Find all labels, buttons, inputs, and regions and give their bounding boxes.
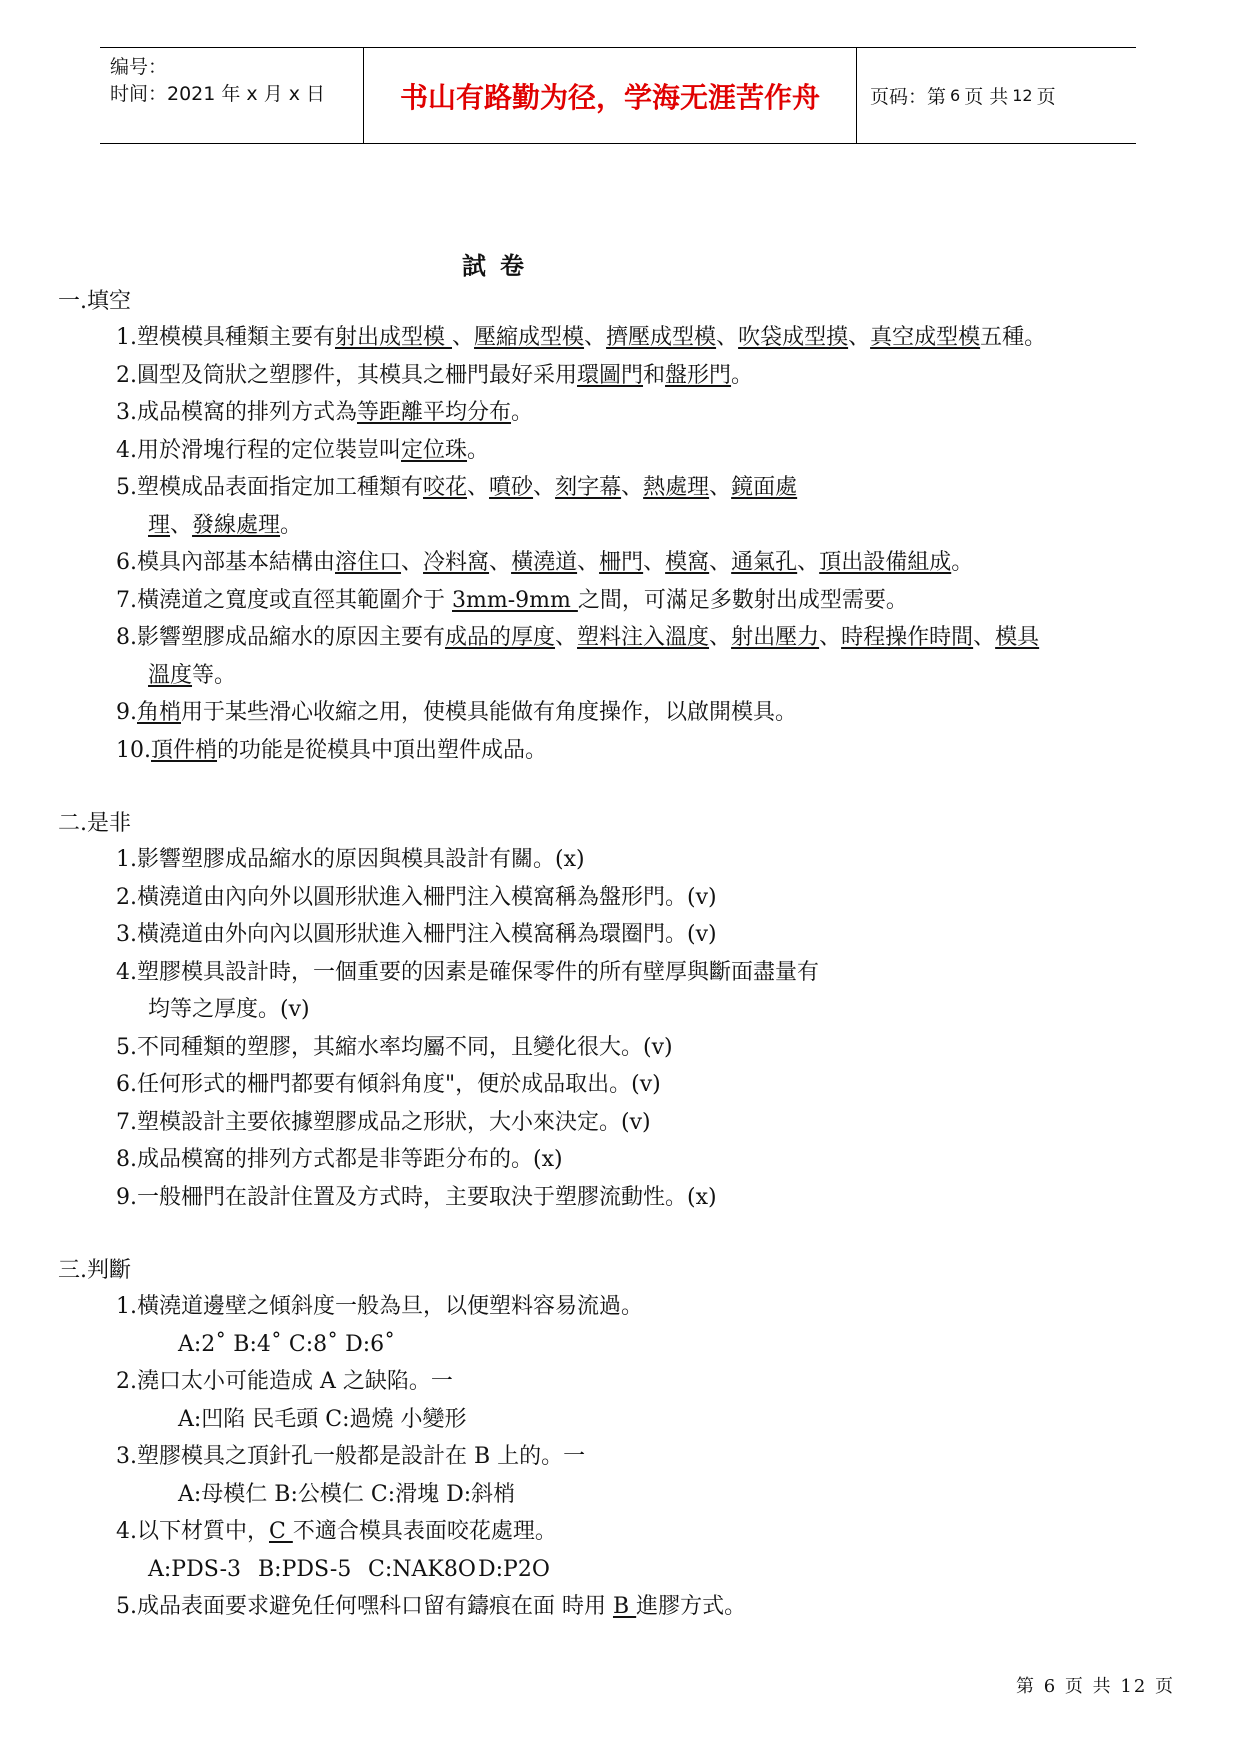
question-line: 2.圓型及筒狀之塑膠件，其模具之柵門最好采用環圖門和盤形門。 [116, 362, 754, 388]
page-footer: 第 6 页 共 12 页 [1016, 1676, 1175, 1697]
statement-line: 4.塑膠模具設計時，一個重要的因素是確保零件的所有壁厚與斷面盡量有 [116, 959, 819, 985]
page-current: 6 [950, 86, 961, 105]
page-total: 12 [1012, 86, 1033, 105]
page-prefix: 页码：第 [870, 86, 947, 108]
page-mid: 页 共 [964, 86, 1009, 108]
option-c: C:NAK8O [368, 1556, 476, 1582]
choice-options [58, 1551, 1178, 1589]
statement-line: 5.不同種類的塑膠，其縮水率均屬不同，且變化很大。(v) [116, 1034, 673, 1060]
choice-question: 3.塑膠模具之頂針孔一般都是設計在 B 上的。一 [116, 1444, 586, 1469]
exam-body [58, 285, 1178, 1626]
statement-line-continued: 均等之厚度。(v) [148, 997, 310, 1022]
header-motto: 书山有路勤为径，学海无涯苦作舟 [363, 48, 857, 143]
option-a: A:PDS-3 [148, 1556, 242, 1582]
statement-line: 8.成品模窩的排列方式都是非等距分布的。(x) [116, 1147, 563, 1172]
statement-line: 9.一般柵門在設計住置及方式時，主要取決于塑膠流動性。(x) [116, 1184, 717, 1210]
section-heading-fill: 一.填空 [58, 289, 131, 314]
choice-question: 4.以下材質中，C 不適合模具表面咬花處理。 [116, 1519, 557, 1544]
page-header [100, 47, 1136, 144]
option-b: B:PDS-5 [258, 1556, 352, 1582]
question-line: 1.塑模模具種類主要有射出成型模 、壓縮成型模、擠壓成型模、吹袋成型摸、真空成型模五種。 [116, 325, 1047, 350]
question-line: 4.用於滑塊行程的定位裝豈叫定位珠。 [116, 437, 490, 463]
question-line: 5.塑模成品表面指定加工種類有咬花、噴砂、刻字幕、熱處理、鏡面處 [116, 475, 798, 500]
section-heading-choice: 三.判斷 [58, 1258, 131, 1283]
choice-question: 2.澆口太小可能造成 A 之缺陷。一 [116, 1369, 453, 1394]
time-label: 时间：2021 年 x 月 x 日 [110, 83, 326, 105]
question-line-continued: 理、發線處理。 [148, 512, 303, 538]
page-suffix: 页 [1036, 86, 1056, 108]
choice-options: A:凹陷 民毛頭 C:過燒 小變形 [178, 1406, 467, 1432]
code-label: 编号： [110, 56, 168, 78]
header-meta [110, 54, 360, 108]
statement-line: 3.橫澆道由外向內以圓形狀進入柵門注入模窩稱為環圈門。(v) [116, 922, 717, 947]
option-d: D:P2O [478, 1556, 550, 1582]
question-line: 10.頂件梢的功能是從模具中頂出塑件成品。 [116, 737, 548, 763]
question-line: 7.橫澆道之寬度或直徑其範圍介于 3mm-9mm 之間，可滿足多數射出成型需要。 [116, 587, 908, 613]
question-line-continued: 溫度等。 [148, 662, 237, 688]
statement-line: 6.任何形式的柵門都要有傾斜角度"，便於成品取出。(v) [116, 1072, 661, 1097]
question-line: 9.角梢用于某些滑心收縮之用，使模具能做有角度操作，以啟開模具。 [116, 700, 798, 725]
question-line: 8.影響塑膠成品縮水的原因主要有成品的厚度、塑料注入溫度、射出壓力、時程操作時間、模具 [116, 625, 1040, 650]
page-title: 試卷 [462, 251, 538, 280]
choice-question: 5.成品表面要求避免任何嘿科口留有鑄痕在面 時用 B 進膠方式。 [116, 1594, 747, 1619]
question-line: 6.模具內部基本結構由溶住口、冷料窩、橫澆道、柵門、模窩、通氣孔、頂出設備組成。 [116, 550, 974, 575]
choice-options: A:母模仁 B:公模仁 C:滑塊 D:斜梢 [178, 1481, 516, 1507]
question-line: 3.成品模窩的排列方式為等距離平均分布。 [116, 400, 534, 425]
choice-options: A:2˚ B:4˚ C:8˚ D:6˚ [178, 1331, 396, 1357]
header-page-number [870, 48, 1056, 143]
statement-line: 2.橫澆道由內向外以圓形狀進入柵門注入模窩稱為盤形門。(v) [116, 884, 717, 910]
statement-line: 1.影響塑膠成品縮水的原因與模具設計有關。(x) [116, 847, 585, 872]
statement-line: 7.塑模設計主要依據塑膠成品之形狀，大小來決定。(v) [116, 1109, 651, 1135]
section-heading-true-false: 二.是非 [58, 811, 131, 836]
choice-question: 1.橫澆道邊壁之傾斜度一般為旦，以便塑料容易流過。 [116, 1294, 643, 1319]
